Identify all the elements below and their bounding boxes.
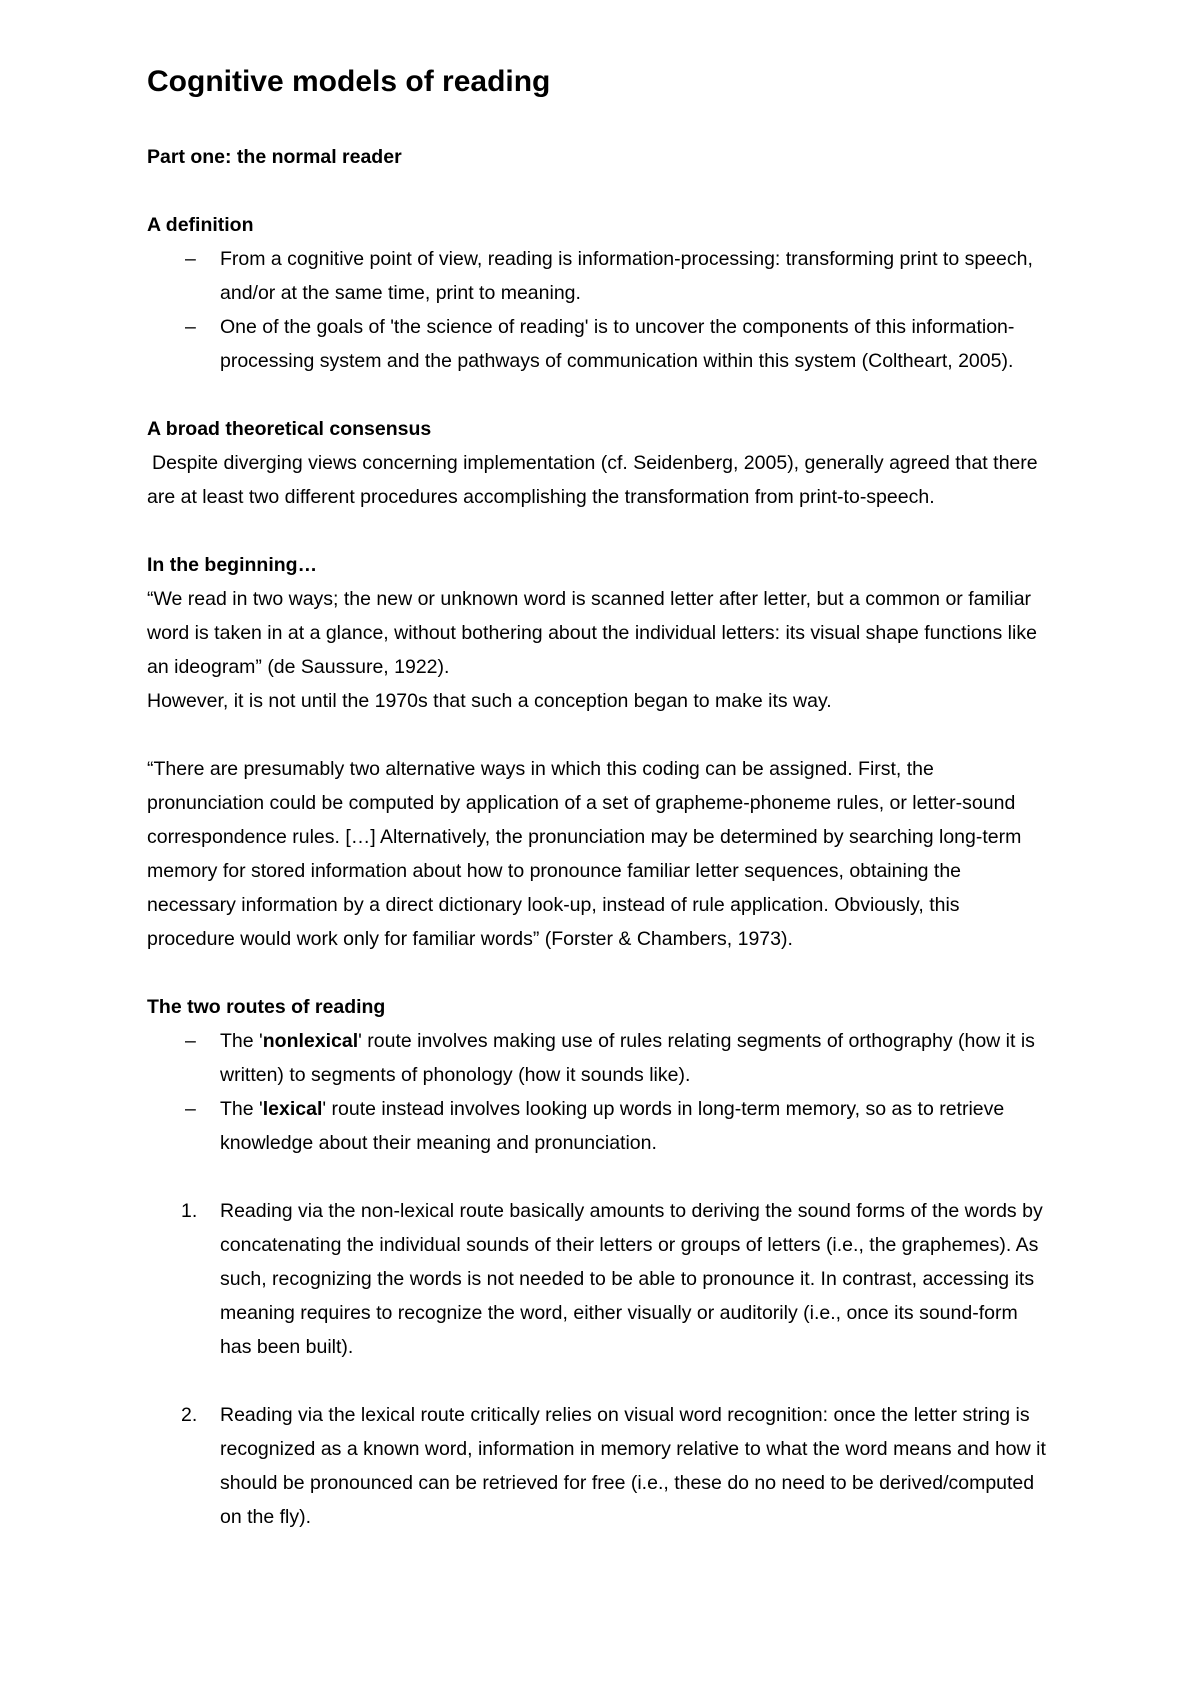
route-term: lexical [262,1098,323,1120]
section-heading-definition: A definition [147,214,254,236]
consensus-paragraph: Despite diverging views concerning implementation (cf. Seidenberg, 2005), generally agreed that there are at least two different procedures accomplishing the transformation from print-to-speech. [147,452,1038,508]
section-forster-quote [147,752,1050,956]
saussure-quote: “We read in two ways; the new or unknown word is scanned letter after letter, but a common or familiar word is taken in at a glance, without bothering about the individual letters: its visual shape functions like an ideogram” (de Saussure, 1922). [147,588,1037,678]
beginning-followup: However, it is not until the 1970s that such a conception began to make its way. [147,690,832,712]
dash-bullet: – [185,1030,196,1052]
definition-list [147,242,1050,378]
numbered-item [147,1194,1050,1364]
list-item [147,310,1050,378]
dash-bullet: – [185,248,196,270]
routes-list [147,1024,1050,1160]
numbered-item [147,1398,1050,1534]
numbered-list [147,1194,1050,1534]
list-item [147,1024,1050,1092]
section-beginning [147,548,1050,718]
section-definition [147,208,1050,378]
numbered-item-text: Reading via the lexical route critically relies on visual word recognition: once the letter string is recognized as a known word, information in memory relative to what the word means and how it should be pronounced can be retrieved for free (i.e., these do no need to be derived/computed on the fly). [220,1404,1046,1528]
list-item-text: From a cognitive point of view, reading is information-processing: transforming print to speech, and/or at the same time, print to meaning. [220,248,1033,304]
route-suffix: ' route instead involves looking up words in long-term memory, so as to retrieve knowledge about their meaning and pronunciation. [220,1098,1005,1154]
part-heading: Part one: the normal reader [147,146,402,168]
route-term: nonlexical [262,1030,359,1052]
document-title: Cognitive models of reading [147,65,551,98]
route-prefix: The ' [220,1030,263,1052]
list-item [147,242,1050,310]
numbered-item-text: Reading via the non-lexical route basically amounts to deriving the sound forms of the words by concatenating the individual sounds of their letters or groups of letters (i.e., the graphemes). As such, recognizing the words is not needed to be able to pronounce it. In contrast, accessing its meaning requires to recognize the word, either visually or auditorily (i.e., once its sound-form has been built). [220,1200,1043,1358]
dash-bullet: – [185,1098,196,1120]
item-number: 2. [181,1404,198,1426]
forster-quote: “There are presumably two alternative ways in which this coding can be assigned. First, the pronunciation could be computed by application of a set of grapheme-phoneme rules, or letter-sound correspondence rules. […] Alternatively, the pronunciation may be determined by searching long-term memory for stored information about how to pronounce familiar letter sequences, obtaining the necessary information by a direct dictionary look-up, instead of rule application. Obviously, this procedure would work only for familiar words” (Forster & Chambers, 1973). [147,758,1022,950]
section-two-routes [147,990,1050,1160]
route-suffix: ' route involves making use of rules relating segments of orthography (how it is written) to segments of phonology (how it sounds like). [220,1030,1035,1086]
section-heading-beginning: In the beginning… [147,554,318,576]
section-heading-consensus: A broad theoretical consensus [147,418,432,440]
section-consensus [147,412,1050,514]
list-item-text: One of the goals of 'the science of reading' is to uncover the components of this information-processing system and the pathways of communication within this system (Coltheart, 2005). [220,316,1015,372]
dash-bullet: – [185,316,196,338]
item-number: 1. [181,1200,198,1222]
route-prefix: The ' [220,1098,263,1120]
list-item [147,1092,1050,1160]
section-heading-two-routes: The two routes of reading [147,996,386,1018]
